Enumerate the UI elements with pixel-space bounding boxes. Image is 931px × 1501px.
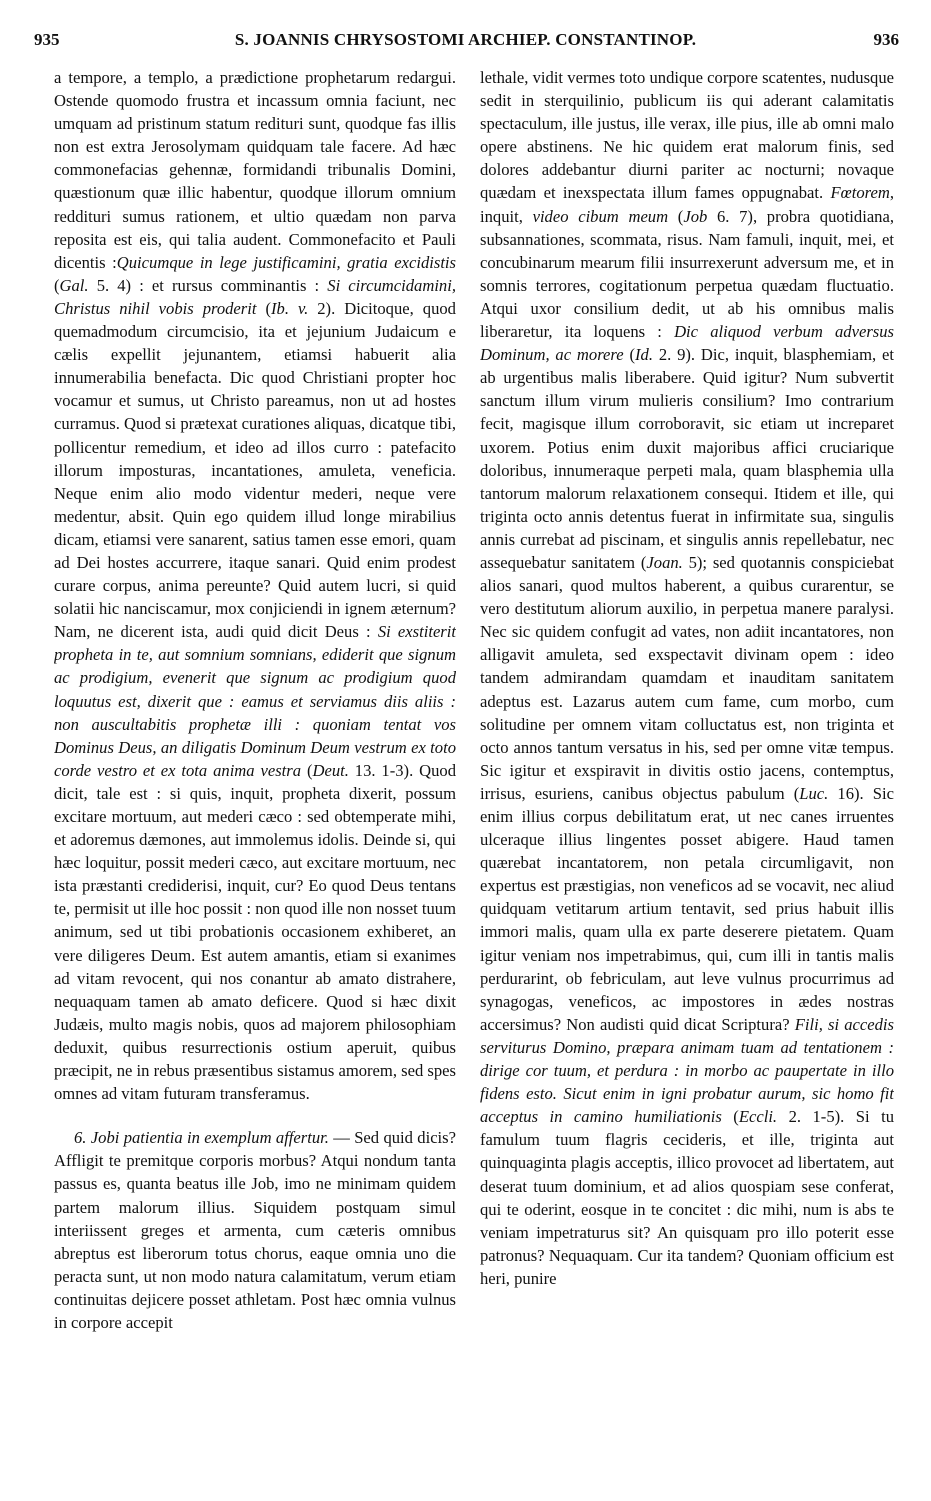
page-number-right: 936 [873, 30, 899, 49]
text-run: a tempore, a templo, a prædictione prophetarum redargui. Ostende quomodo frustra et incassum omnia faciunt, nec umquam ad pristinum statum redituri sunt, quodque fas illis non est extra Jerosolymam quidquam tale facere. Ad hæc commonefacias gehennæ, formidandi tribunalis Domini, quæstionum quæ illic habentur, quodque illorum omnium reddituri sumus rationem, et ultio quædam non parva reposita est eis, qui talia audent. Commonefacito et Pauli dicentis : [54, 68, 456, 272]
paragraph [54, 66, 456, 1105]
italic-run: 6. Jobi patientia in exemplum affertur. [74, 1128, 329, 1148]
italic-run: Si circumcidamini, Christus nihil vobis proderit [54, 275, 456, 318]
text-run: ( [256, 298, 271, 318]
italic-run: Fili, si accedis serviturus Domino, præpara animam tuam ad tentationem : dirige cor tuum, et perdura : in morbo ac paupertate in illo fidens esto. Sicut enim in igni probatur aurum, sic homo fit acceptus in camino humiliationis [480, 1014, 894, 1127]
text-column-left [54, 66, 456, 1491]
italic-run: Ib. v. [271, 298, 309, 318]
page-number-left: 935 [34, 30, 60, 49]
text-run: ( [623, 345, 635, 365]
text-run: ( [301, 760, 313, 780]
text-run: 5); sed quotannis conspiciebat alios sanari, quod multos haberent, a quibus curarentur, se vero destitutum aliorum auxilio, in perpetua manere paralysi. Nec sic quidem confugit ad vates, non adiit incantatores, non alligavit amuleta, sed exspectavit divinam opem : ideo tandem admirandam quamdam et inauditam sanitatem adeptus est. Lazarus autem cum fame, cum morbo, cum solitudine per omnem vitam colluctatus est, non triginta et octo annos tantum versatus in his, sed per omne vitæ tempus. Sic igitur et exspiravit in divitis ostio jacens, contemptus, irrisus, esuriens, canibus objectus pabulum ( [480, 552, 894, 803]
text-run: ( [54, 275, 60, 295]
italic-run: Fœtorem [830, 183, 890, 203]
italic-run: Luc. [799, 783, 829, 803]
text-run: lethale, vidit vermes toto undique corpore scatentes, nudusque sedit in sterquilinio, publicum iis qui aderant calamitatis spectaculum, ille justus, ille verax, ille pius, ille ab omni malo opere abstinens. Ne hic quidem erat malorum finis, sed dolores addebantur diurni pariter ac nocturni; novaque quædam et inexspectata illum fames oppugnabat. [480, 68, 894, 203]
text-run: 13. 1-3). Quod dicit, tale est : si quis, inquit, propheta dixerit, possum excitare mortuum, aut mederi cæco : sed obtemperate mihi, et adoremus dæmones, aut immolemus idolis. Deinde si, qui hæc loquitur, possit mederi cæco, aut excitare mortuum, nec ista præstanti crediderisi, inquit, cur? Eo quod Deus tentans te, permisit ut ille hoc possit : non quod ille non nosset tuum animum, sed ut tibi probationis occasionem exhiberet, an vere diligeres Deum. Est autem amantis, etiam si exanimes ad vitam revocent, qui nos conantur ab amato distrahere, nequaquam tamen ab amato deficere. Quod si hæc dixit Judæis, multo magis nobis, quos ad majorem philosophiam deduxit, quibus resurrectionis ostium aperuit, quibus præcipit, ne in rebus præsentibus sistamus amorem, sed spes omnes ad vitam futuram transferamus. [54, 760, 456, 1104]
italic-run: Deut. [312, 760, 349, 780]
italic-run: Si exstiterit propheta in te, aut somnium somnians, ediderit que signum ac prodigium, evenerit que signum ac prodigium quod loquutus est, dixerit que : eamus et serviamus diis aliis : non auscultabitis prophetæ illi : quoniam tentat vos Dominus Deus, an diligatis Dominum Deum vestrum ex toto corde vestro et ex tota anima vestra [54, 622, 456, 780]
italic-run: Joan. [646, 552, 683, 572]
text-run: ( [668, 206, 684, 226]
paragraph-section-6 [54, 1126, 456, 1334]
italic-run: Eccli. [738, 1107, 778, 1127]
text-run: ( [721, 1107, 739, 1127]
text-run: 5. 4) : et rursus comminantis : [88, 275, 328, 295]
italic-run: Dic aliquod verbum adversus Dominum, ac morere [480, 322, 894, 365]
text-run: , inquit, [480, 183, 894, 226]
text-run: 16). Sic enim illius corpus debilitatum erat, ut nec canes irruentes ulceraque illius lingentes posset abigere. Haud tamen quærebat incantatorem, non petala circumligavit, non expertus est præstigias, non veneficos ad se vocavit, nec aliud quidquam vetitarum artium tentavit, sed prius habuit illis immori malis, quam ulla ex parte deserere pietatem. Quam igitur veniam nos impetrabimus, qui, cum illi in tantis malis perdurarint, ob febriculam, aut leve vulnus procurrimus ad synagogas, veneficos, ac impostores in ædes nostras accersimus? Non audisti quid dicat Scriptura? [480, 783, 894, 1034]
text-run: 2. 1-5). Si tu famulum tuum flagris cecideris, et ille, triginta aut quinquaginta plagis acceptis, illico provocet ad libertatem, aut deserat tuum dominium, et ad alios quospiam sese conferat, qui te oderint, eosque in te concitet : dic mihi, num is abs te veniam impetraturus sit? An quisquam pro illo poterit esse patronus? Nequaquam. Cur ita tandem? Quoniam officium est heri, punire [480, 1107, 894, 1288]
text-run: 2). Dicitoque, quod quemadmodum circumcisio, ita et jejunium Judaicum e cælis expellit jejunantem, etiamsi habuerit alia innumerabilia benefacta. Dic quod Christiani propter hoc vocamur et sumus, ut Christo pareamus, non ut ad hostes curramus. Quod si prætexat curationes aliquas, dicatque tibi, pollicentur remedium, et ideo ad illos curro : patefacito illorum imposturas, incantationes, amuleta, veneficia. Neque enim alio modo videntur mederi, neque vere medentur, absit. Quin ego quidem illud longe mirabilius dicam, etiamsi vere sanarent, satius tamen esse emori, quam ad Dei hostes accurrere, itaque sanari. Quid enim prodest curare corpus, anima pereunte? Quid autem lucri, si quid solatii hic nanciscamur, mox conjiciendi in ignem æternum? Nam, ne dicerent ista, audi quid dicit Deus : [54, 298, 456, 642]
italic-run: Id. [635, 345, 653, 365]
text-run: 6. 7), probra quotidiana, subsannationes, scommata, risus. Nam famuli, inquit, mei, et concubinarum mearum filii insurrexerunt adversum me, et in somnis terrores, cogitationum perpetua quædam fluctuatio. Atqui uxor consilium dedit, ut ab his omnibus malis liberaretur, ita loquens : [480, 206, 894, 342]
italic-run: Gal. [59, 275, 89, 295]
text-run: 2. 9). Dic, inquit, blasphemiam, et ab urgentibus malis liberabere. Quid igitur? Num subvertit sanctum illum virum mulieris consilium? Imo contrarium fecit, magisque illum corroboravit, sic etiam ut increparet uxorem. Potius enim duxit majoribus affici cruciarique doloribus, innumeraque perpeti mala, quam blasphemia ulla tantorum malorum relaxationem consequi. Itidem et ille, qui triginta octo annis detentus fuerat in infirmitate sua, singulis annis currebat ad piscinam, et singulis annis repellebatur, nec assequebatur sanitatem ( [480, 345, 894, 572]
italic-run: video cibum meum [532, 206, 669, 226]
text-run: — Sed quid dicis? Affligit te premitque corporis morbus? Atqui nondum tanta passus es, quanta beatus ille Job, imo ne minimam quidem partem malorum illius. Siquidem postquam simul interiissent greges et armenta, cum cæteris omnibus abreptus est liberorum totus chorus, eaque omnia uno die peracta sunt, ut non modo natura calamitatum, verum etiam continuitas dejicere posset athletam. Post hæc omnia vulnus in corpore accepit [54, 1128, 456, 1332]
paragraph [480, 66, 894, 1290]
running-header [0, 30, 931, 52]
text-column-right [480, 66, 894, 1491]
running-title: S. JOANNIS CHRYSOSTOMI ARCHIEP. CONSTANTINOP. [234, 30, 697, 49]
italic-run: Job [683, 206, 708, 226]
italic-run: Quicumque in lege justificamini, gratia excidistis [116, 252, 456, 272]
